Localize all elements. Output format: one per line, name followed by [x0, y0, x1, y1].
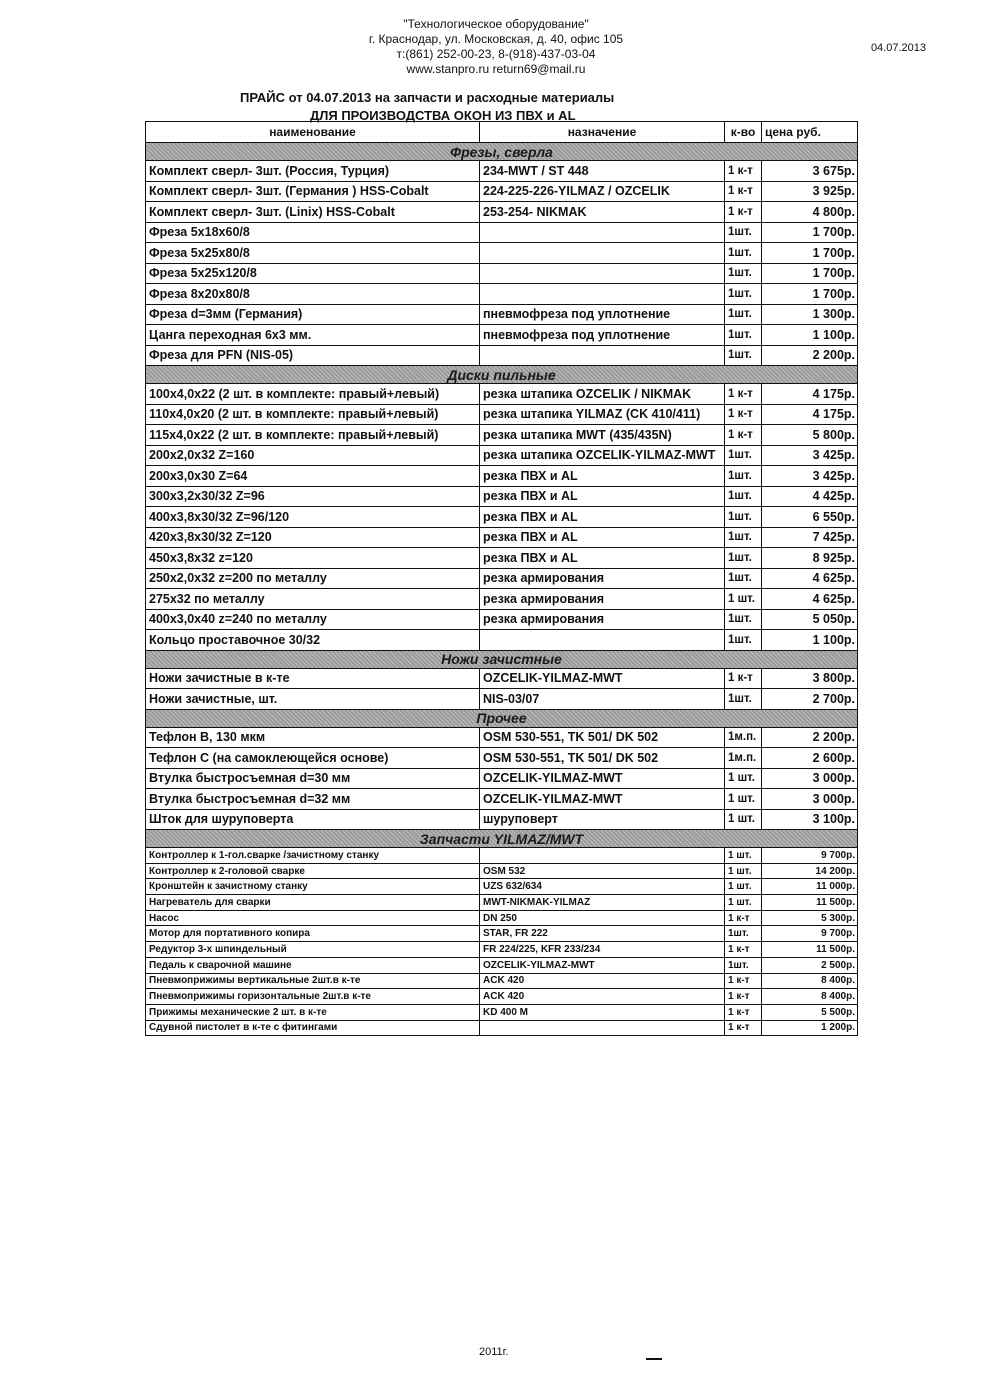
table-row [146, 548, 858, 569]
table-row [146, 973, 858, 989]
item-purpose-cell: резка штапика OZCELIK-YILMAZ-MWT [480, 445, 725, 466]
table-row [146, 445, 858, 466]
table-row [146, 486, 858, 507]
table-row [146, 243, 858, 264]
item-qty-cell: 1 шт. [725, 863, 762, 879]
item-name-cell: Тефлон В, 130 мкм [146, 727, 480, 748]
item-name-cell: Редуктор 3-х шпиндельный [146, 942, 480, 958]
item-price-cell: 11 500р. [762, 895, 858, 911]
item-purpose-cell: резка штапика MWT (435/435N) [480, 425, 725, 446]
item-purpose-cell [480, 284, 725, 305]
table-row [146, 404, 858, 425]
table-row [146, 284, 858, 305]
item-qty-cell: 1 к-т [725, 161, 762, 182]
item-name-cell: 450х3,8х32 z=120 [146, 548, 480, 569]
table-row [146, 926, 858, 942]
price-list-subtitle: ДЛЯ ПРОИЗВОДСТВА ОКОН ИЗ ПВХ и AL [310, 108, 576, 123]
item-qty-cell: 1 к-т [725, 942, 762, 958]
item-qty-cell: 1шт. [725, 263, 762, 284]
table-row [146, 768, 858, 789]
item-purpose-cell: ACK 420 [480, 973, 725, 989]
item-purpose-cell: DN 250 [480, 910, 725, 926]
table-row [146, 507, 858, 528]
section-title: Запчасти YILMAZ/MWT [146, 830, 858, 848]
table-row [146, 895, 858, 911]
item-purpose-cell [480, 263, 725, 284]
item-name-cell: Комплект сверл- 3шт. (Германия ) HSS-Cobalt [146, 181, 480, 202]
table-row [146, 789, 858, 810]
item-qty-cell: 1 к-т [725, 1020, 762, 1036]
item-purpose-cell: STAR, FR 222 [480, 926, 725, 942]
item-purpose-cell [480, 848, 725, 864]
table-row [146, 1004, 858, 1020]
item-purpose-cell: 253-254- NIKMAK [480, 202, 725, 223]
item-qty-cell: 1 шт. [725, 848, 762, 864]
section-title: Ножи зачистные [146, 650, 858, 668]
item-purpose-cell [480, 630, 725, 651]
item-name-cell: Фреза 5х18х60/8 [146, 222, 480, 243]
item-purpose-cell: резка штапика YILMAZ (CK 410/411) [480, 404, 725, 425]
table-row [146, 384, 858, 405]
item-name-cell: Ножи зачистные в к-те [146, 668, 480, 689]
item-purpose-cell [480, 222, 725, 243]
footer-year: 2011г. [479, 1346, 509, 1358]
item-price-cell: 1 200р. [762, 1020, 858, 1036]
item-qty-cell: 1шт. [725, 507, 762, 528]
item-name-cell: Мотор для портативного копира [146, 926, 480, 942]
price-table [145, 121, 858, 1036]
item-name-cell: Фреза для PFN (NIS-05) [146, 345, 480, 366]
table-row [146, 727, 858, 748]
item-qty-cell: 1шт. [725, 284, 762, 305]
item-purpose-cell: FR 224/225, KFR 233/234 [480, 942, 725, 958]
item-name-cell: Комплект сверл- 3шт. (Linix) HSS-Cobalt [146, 202, 480, 223]
item-purpose-cell: OSM 530-551, TK 501/ DK 502 [480, 727, 725, 748]
item-name-cell: 400х3,8х30/32 Z=96/120 [146, 507, 480, 528]
item-name-cell: Фреза d=3мм (Германия) [146, 304, 480, 325]
footer-dash [646, 1358, 662, 1360]
item-qty-cell: 1шт. [725, 445, 762, 466]
section-title: Диски пильные [146, 366, 858, 384]
item-qty-cell: 1шт. [725, 689, 762, 710]
item-qty-cell: 1 шт. [725, 879, 762, 895]
item-name-cell: 250х2,0х32 z=200 по металлу [146, 568, 480, 589]
price-table-body [146, 122, 858, 1036]
item-price-cell: 3 000р. [762, 768, 858, 789]
item-price-cell: 3 100р. [762, 809, 858, 830]
item-name-cell: Шток для шуруповерта [146, 809, 480, 830]
item-name-cell: Прижимы механические 2 шт. в к-те [146, 1004, 480, 1020]
item-purpose-cell: OZCELIK-YILMAZ-MWT [480, 957, 725, 973]
table-row [146, 668, 858, 689]
item-purpose-cell: NIS-03/07 [480, 689, 725, 710]
item-qty-cell: 1 к-т [725, 404, 762, 425]
item-price-cell: 1 700р. [762, 243, 858, 264]
item-price-cell: 2 200р. [762, 345, 858, 366]
item-qty-cell: 1шт. [725, 304, 762, 325]
document-date: 04.07.2013 [870, 42, 926, 54]
column-header-price: цена руб. [762, 122, 858, 143]
item-price-cell: 4 425р. [762, 486, 858, 507]
item-qty-cell: 1шт. [725, 325, 762, 346]
item-price-cell: 8 400р. [762, 989, 858, 1005]
item-price-cell: 4 800р. [762, 202, 858, 223]
table-row [146, 609, 858, 630]
item-name-cell: Контроллер к 2-головой сварке [146, 863, 480, 879]
item-qty-cell: 1 шт. [725, 768, 762, 789]
section-header-row [146, 709, 858, 727]
item-qty-cell: 1 к-т [725, 425, 762, 446]
company-address: г. Краснодар, ул. Московская, д. 40, офис 105 [368, 32, 624, 46]
item-qty-cell: 1 шт. [725, 809, 762, 830]
table-row [146, 161, 858, 182]
item-price-cell: 1 700р. [762, 284, 858, 305]
item-qty-cell: 1 к-т [725, 668, 762, 689]
item-price-cell: 11 500р. [762, 942, 858, 958]
item-purpose-cell: резка ПВХ и AL [480, 486, 725, 507]
item-purpose-cell: резка ПВХ и AL [480, 527, 725, 548]
item-purpose-cell: OZCELIK-YILMAZ-MWT [480, 768, 725, 789]
item-name-cell: Втулка быстросъемная d=30 мм [146, 768, 480, 789]
item-qty-cell: 1шт. [725, 926, 762, 942]
item-purpose-cell: резка армирования [480, 568, 725, 589]
item-price-cell: 4 625р. [762, 568, 858, 589]
item-name-cell: 100х4,0х22 (2 шт. в комплекте: правый+левый) [146, 384, 480, 405]
item-qty-cell: 1шт. [725, 548, 762, 569]
item-price-cell: 3 425р. [762, 466, 858, 487]
item-price-cell: 5 300р. [762, 910, 858, 926]
table-row [146, 809, 858, 830]
item-qty-cell: 1 к-т [725, 384, 762, 405]
item-price-cell: 9 700р. [762, 848, 858, 864]
table-row [146, 466, 858, 487]
table-row [146, 527, 858, 548]
item-price-cell: 5 500р. [762, 1004, 858, 1020]
item-purpose-cell: резка армирования [480, 589, 725, 610]
item-name-cell: 275х32 по металлу [146, 589, 480, 610]
item-name-cell: 115х4,0х22 (2 шт. в комплекте: правый+левый) [146, 425, 480, 446]
table-row [146, 879, 858, 895]
item-name-cell: Тефлон С (на самоклеющейся основе) [146, 748, 480, 769]
item-name-cell: Комплект сверл- 3шт. (Россия, Турция) [146, 161, 480, 182]
company-phones: т:(861) 252-00-23, 8-(918)-437-03-04 [396, 47, 596, 61]
item-price-cell: 1 100р. [762, 630, 858, 651]
item-qty-cell: 1шт. [725, 630, 762, 651]
item-qty-cell: 1шт. [725, 486, 762, 507]
item-purpose-cell [480, 345, 725, 366]
item-name-cell: Фреза 8х20х80/8 [146, 284, 480, 305]
table-row [146, 304, 858, 325]
item-purpose-cell: резка ПВХ и AL [480, 548, 725, 569]
item-purpose-cell: резка ПВХ и AL [480, 507, 725, 528]
table-row [146, 689, 858, 710]
item-purpose-cell: KD 400 M [480, 1004, 725, 1020]
table-row [146, 345, 858, 366]
item-name-cell: Втулка быстросъемная d=32 мм [146, 789, 480, 810]
company-name: "Технологическое оборудование" [403, 17, 589, 31]
item-name-cell: 400х3,0х40 z=240 по металлу [146, 609, 480, 630]
item-purpose-cell: OZCELIK-YILMAZ-MWT [480, 789, 725, 810]
column-header-purpose: назначение [480, 122, 725, 143]
item-purpose-cell: MWT-NIKMAK-YILMAZ [480, 895, 725, 911]
item-qty-cell: 1 к-т [725, 1004, 762, 1020]
item-price-cell: 1 300р. [762, 304, 858, 325]
item-purpose-cell: OSM 532 [480, 863, 725, 879]
item-name-cell: Пневмоприжимы вертикальные 2шт.в к-те [146, 973, 480, 989]
section-header-row [146, 143, 858, 161]
item-qty-cell: 1шт. [725, 243, 762, 264]
item-qty-cell: 1м.п. [725, 748, 762, 769]
item-price-cell: 3 675р. [762, 161, 858, 182]
item-qty-cell: 1 шт. [725, 589, 762, 610]
table-row [146, 202, 858, 223]
item-name-cell: Кольцо проставочное 30/32 [146, 630, 480, 651]
item-price-cell: 7 425р. [762, 527, 858, 548]
item-purpose-cell: резка штапика OZCELIK / NIKMAK [480, 384, 725, 405]
item-qty-cell: 1 к-т [725, 181, 762, 202]
item-qty-cell: 1 к-т [725, 910, 762, 926]
table-row [146, 325, 858, 346]
section-header-row [146, 830, 858, 848]
item-qty-cell: 1шт. [725, 527, 762, 548]
table-row [146, 848, 858, 864]
item-purpose-cell: 234-MWT / ST 448 [480, 161, 725, 182]
item-name-cell: Ножи зачистные, шт. [146, 689, 480, 710]
table-row [146, 957, 858, 973]
table-row [146, 748, 858, 769]
item-name-cell: Цанга переходная 6х3 мм. [146, 325, 480, 346]
item-purpose-cell: 224-225-226-YILMAZ / OZCELIK [480, 181, 725, 202]
table-row [146, 589, 858, 610]
company-web: www.stanpro.ru return69@mail.ru [406, 62, 586, 76]
table-row [146, 222, 858, 243]
item-name-cell: 420х3,8х30/32 Z=120 [146, 527, 480, 548]
table-row [146, 989, 858, 1005]
item-price-cell: 2 200р. [762, 727, 858, 748]
item-name-cell: 200х3,0х30 Z=64 [146, 466, 480, 487]
table-row [146, 630, 858, 651]
item-purpose-cell [480, 243, 725, 264]
item-purpose-cell: ACK 420 [480, 989, 725, 1005]
section-title: Прочее [146, 709, 858, 727]
item-price-cell: 3 925р. [762, 181, 858, 202]
item-price-cell: 14 200р. [762, 863, 858, 879]
item-qty-cell: 1 к-т [725, 202, 762, 223]
item-qty-cell: 1 к-т [725, 973, 762, 989]
item-purpose-cell: пневмофреза под уплотнение [480, 304, 725, 325]
item-price-cell: 2 700р. [762, 689, 858, 710]
item-qty-cell: 1м.п. [725, 727, 762, 748]
item-price-cell: 5 800р. [762, 425, 858, 446]
item-price-cell: 3 800р. [762, 668, 858, 689]
item-name-cell: Фреза 5х25х80/8 [146, 243, 480, 264]
item-name-cell: Фреза 5х25х120/8 [146, 263, 480, 284]
table-row [146, 568, 858, 589]
item-qty-cell: 1шт. [725, 345, 762, 366]
item-qty-cell: 1 шт. [725, 895, 762, 911]
item-purpose-cell: резка армирования [480, 609, 725, 630]
section-title: Фрезы, сверла [146, 143, 858, 161]
item-price-cell: 8 925р. [762, 548, 858, 569]
item-price-cell: 1 700р. [762, 263, 858, 284]
item-qty-cell: 1шт. [725, 568, 762, 589]
item-name-cell: Педаль к сварочной машине [146, 957, 480, 973]
table-row [146, 181, 858, 202]
item-qty-cell: 1шт. [725, 466, 762, 487]
item-qty-cell: 1шт. [725, 222, 762, 243]
item-purpose-cell: пневмофреза под уплотнение [480, 325, 725, 346]
table-row [146, 263, 858, 284]
item-qty-cell: 1шт. [725, 957, 762, 973]
item-price-cell: 5 050р. [762, 609, 858, 630]
table-row [146, 863, 858, 879]
section-header-row [146, 366, 858, 384]
item-price-cell: 3 000р. [762, 789, 858, 810]
item-purpose-cell: OZCELIK-YILMAZ-MWT [480, 668, 725, 689]
item-name-cell: Контроллер к 1-гол.сварке /зачистному станку [146, 848, 480, 864]
item-price-cell: 2 500р. [762, 957, 858, 973]
column-header-name: наименование [146, 122, 480, 143]
table-row [146, 1020, 858, 1036]
item-price-cell: 9 700р. [762, 926, 858, 942]
item-purpose-cell: OSM 530-551, TK 501/ DK 502 [480, 748, 725, 769]
item-purpose-cell: шуруповерт [480, 809, 725, 830]
item-qty-cell: 1 к-т [725, 989, 762, 1005]
item-name-cell: Насос [146, 910, 480, 926]
item-price-cell: 4 625р. [762, 589, 858, 610]
item-name-cell: Пневмоприжимы горизонтальные 2шт.в к-те [146, 989, 480, 1005]
table-row [146, 910, 858, 926]
item-price-cell: 3 425р. [762, 445, 858, 466]
item-qty-cell: 1 шт. [725, 789, 762, 810]
item-price-cell: 1 700р. [762, 222, 858, 243]
item-price-cell: 11 000р. [762, 879, 858, 895]
price-list-title: ПРАЙС от 04.07.2013 на запчасти и расходные материалы [240, 90, 615, 105]
table-header-row [146, 122, 858, 143]
item-price-cell: 2 600р. [762, 748, 858, 769]
item-purpose-cell [480, 1020, 725, 1036]
section-header-row [146, 650, 858, 668]
item-price-cell: 6 550р. [762, 507, 858, 528]
item-name-cell: 200х2,0х32 Z=160 [146, 445, 480, 466]
table-row [146, 425, 858, 446]
item-name-cell: Сдувной пистолет в к-те с фитингами [146, 1020, 480, 1036]
table-row [146, 942, 858, 958]
item-name-cell: Кронштейн к зачистному станку [146, 879, 480, 895]
item-name-cell: Нагреватель для сварки [146, 895, 480, 911]
item-purpose-cell: резка ПВХ и AL [480, 466, 725, 487]
item-price-cell: 1 100р. [762, 325, 858, 346]
item-name-cell: 300х3,2х30/32 Z=96 [146, 486, 480, 507]
item-price-cell: 4 175р. [762, 384, 858, 405]
item-purpose-cell: UZS 632/634 [480, 879, 725, 895]
item-qty-cell: 1шт. [725, 609, 762, 630]
item-price-cell: 4 175р. [762, 404, 858, 425]
column-header-qty: к-во [725, 122, 762, 143]
item-price-cell: 8 400р. [762, 973, 858, 989]
item-name-cell: 110х4,0х20 (2 шт. в комплекте: правый+левый) [146, 404, 480, 425]
